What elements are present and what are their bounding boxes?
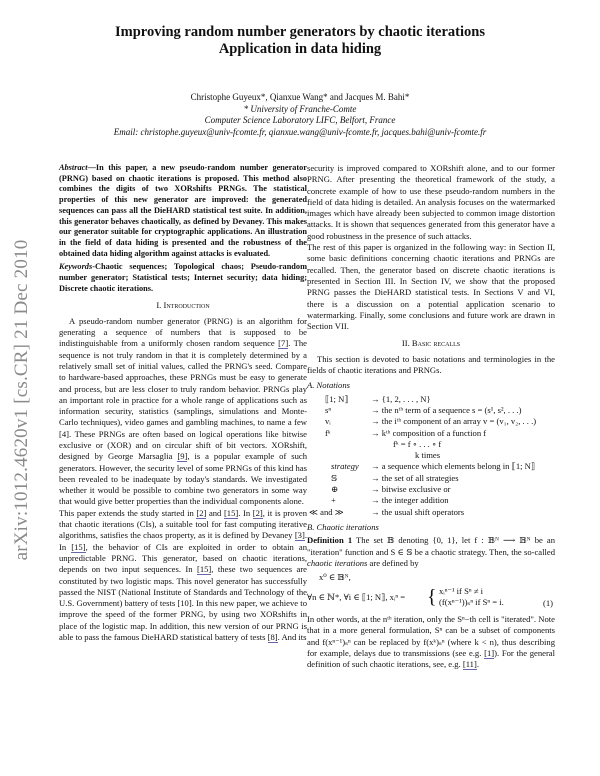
composition-formula: fᵏ = f ∘ . . . ∘ f [393,438,442,449]
equation-brace: { [427,586,437,609]
intro-text: , it is proven that chaotic iterations (CIs), a suitable tool for fast computing iterative algorithms, satisfies the chaos property, as it is defined by Devaney [59,507,307,541]
body-text: In other words, at the nᵗʰ iteration, only the Sⁿ−th cell is "iterated". Note that in a more general formulation, Sⁿ can be a subset of components and f(xⁿ⁻¹)ₛⁿ can be replaced by f(xᵏ)ₛⁿ (where k < n), thus describing for example, delays due to transmissions (see e.g. [307,614,555,658]
citation-1[interactable]: [1] [484,647,495,658]
citation-9[interactable]: [9] [177,451,188,462]
chaotic-iterations-explanation [307,614,555,670]
notation-description: → the set of all strategies [371,472,459,483]
title-line-2: Application in data hiding [218,41,382,57]
definition-text: are defined by [367,557,419,568]
subsection-b-heading: B. Chaotic iterations [307,521,379,532]
abstract-text: —In this paper, a new pseudo-random number generator (PRNG) based on chaotic iterations is proposed. This method also combines the digits of two XORshifts PRNGs. The statistical properties of this new generator are improved: the generated sequences can pass all the DieHARD statistical test suite. In addition, this generator behaves chaotically, as defined by Devaney. This makes our generator suitable for cryptographic applications. An illustration in the field of data hiding is presented and the robustness of the obtained data hiding algorithm against attacks is evaluated. [59,163,307,258]
abstract [59,163,307,259]
citation-15[interactable]: [15] [196,564,212,575]
email-line: Email: christophe.guyeux@univ-fcomte.fr, qianxue.wang@univ-fcomte.fr, jacques.bahi@univ-fcomte.fr [113,126,487,137]
notation-row [307,394,555,405]
notation-symbol: + [331,495,336,506]
body-text: ). For the general definition of such chaotic iterations, see, e.g. [307,647,556,670]
definition-text: The set 𝔹 denoting {0, 1}, let f : 𝔹ᴺ ⟶ 𝔹ᴺ be an "iteration" function and S ∈ 𝕊 be a chaotic strategy. Then, the so-called [307,535,555,557]
citation-8[interactable]: [8] [267,632,278,643]
citation-15[interactable]: [15] [71,541,86,552]
notation-description: → a sequence which elements belong in ⟦1; N⟧ [371,461,536,472]
notation-description: → the iᵗʰ component of an array v = (v₁, v₂, . . .) [371,416,537,427]
citation-7[interactable]: [7] [278,338,289,349]
equation-1 [307,586,555,610]
notation-symbol: sⁿ [325,404,332,415]
equation-case-2: (f(xⁿ⁻¹))ₛⁿ if Sⁿ = i. [439,597,504,608]
citation-3[interactable]: [3] [294,530,305,541]
equation-lhs: ∀n ∈ ℕ*, ∀i ∈ ⟦1; N⟧, xᵢⁿ = [307,592,406,603]
intro-text: . The sequence is not truly random in that it is completely determined by a relatively small set of initial values, called the PRNG's seed. Compare to hardware-based approaches, these PRNGs must be easy to generate and process, but are less closer to truly random behavior. PRNGs play an important role in practice for a whole range of applications such as information security, statistics (samplings, simulations and Monte-Carlo techniques), video games and gambling machines, to name a few [4]. These PRNGs are often based on logical operations like bitwise exclusive or (XOR) and on circular shift of bit vectors. XORshift, designed by George Marsaglia [59,338,307,462]
notation-symbol: vᵢ [325,416,331,427]
author-block [70,92,530,138]
affiliation-university: * University of Franche-Comte [243,103,357,114]
notation-description: → {1, 2, . . . , N} [371,393,431,404]
notation-row [307,484,555,495]
intro-paragraph-1 [59,316,307,508]
subsection-a-heading: A. Notations [307,380,350,391]
notation-description: → kᵗʰ composition of a function f [371,427,487,438]
intro-text: , the behavior of CIs are exploited in order to obtain an unpredictable PRNG. This generator, based on chaotic iterations, depends on two input sequences. In [59,541,307,575]
keywords [59,262,307,294]
citation-11[interactable]: [11] [462,659,477,670]
paper-title [70,24,530,58]
notation-row [307,495,555,506]
intro-paragraph-2 [59,508,307,644]
right-column [307,163,555,671]
notation-list [307,394,555,518]
definition-1 [307,535,555,569]
notation-row [307,416,555,427]
section-2-heading: II. Basic recalls [401,338,461,349]
abstract-label: Abstract [59,163,88,172]
intro-text: , these two sequences are constituted by two logistic maps. This novel generator has successfully passed the NIST (National Institute of Standards and Technology of the U.S. Government) battery of tests [10]. In this new paper, we achieve to improve the speed of the former PRNG, by using two XORshifts in place of the logistic map. In addition, this new version of our PRNG is able to pass the famous DieHARD statistical battery of tests [59,564,307,643]
keywords-text: -Chaotic sequences; Topological chaos; Pseudo-random number generator; Statistical tests; Internet security; data hiding; Discrete chaotic iterations. [59,262,307,293]
section-1-heading: I. Introduction [156,300,210,311]
equation-initial: x⁰ ∈ 𝔹ᴺ, [319,572,351,583]
notation-symbol: ≪ and ≫ [309,506,344,517]
notation-description: → the usual shift operators [371,506,465,517]
intro-text: , is a popular example of such generators. However, the security level of some PRNGs of this kind has been revealed to be inadequate by today's standards. We investigated whether it would be possible to combine two generators in some way that would give better properties than the individual components alone. [59,451,308,507]
intro-text: . In [238,507,253,518]
notation-row [307,461,555,472]
notation-symbol: fᵏ [325,427,331,438]
equation-case-1: xᵢⁿ⁻¹ if Sⁿ ≠ i [439,586,483,597]
notation-description: → bitwise exclusive or [371,484,451,495]
authors-line: Christophe Guyeux*, Qianxue Wang* and Jacques M. Bahi* [190,92,410,102]
intro-paragraph-4: The rest of this paper is organized in the following way: in Section II, some basic definitions concerning chaotic iterations and PRNGs are recalled. Then, the generator based on discrete chaotic iterations is presented in Section III. In Section IV, we show that the proposed PRNG passes the DieHARD statistical tests. In Sections V and VI, there is a discussion on a potential application scenario to watermarking. Finally, some conclusions and future work are drawn in Section VII. [307,242,555,332]
notation-symbol: strategy [331,461,359,472]
arxiv-identifier [10,190,34,610]
notation-row [307,405,555,416]
section-2-intro: This section is devoted to basic notations and terminologies in the fields of chaotic iterations and PRNGs. [307,353,555,376]
definition-label: Definition 1 [307,535,353,546]
k-times-label: k times [415,450,441,461]
body-text: . [476,659,479,670]
affiliation-lab: Computer Science Laboratory LIFC, Belfort, France [204,115,396,125]
arxiv-identifier-text: arXiv:1012.4620v1 [cs.CR] 21 Dec 2010 [11,239,32,561]
intro-text: . And its [277,632,307,643]
left-column [59,163,307,643]
intro-paragraph-3: security is improved compared to XORshift alone, and to our former PRNG. After presenting the theoretical framework of the study, a concrete example of how to use these pseudo-random numbers in the field of data hiding is detailed. An analysis focuses on the watermarked images which have already been subjected to common image distortion attacks. It is shown that sequences generated from this generator have a good robustness in the presence of such attacks. [307,163,555,241]
intro-text: . In [59,530,307,552]
intro-text: A pseudo-random number generator (PRNG) is an algorithm for generating a sequence of numbers that is supposed to be indistinguishable from a uniformly chosen random sequence [59,315,307,349]
composition-row [307,439,555,450]
equation-number: (1) [542,598,553,609]
notation-row [307,473,555,484]
notation-row [307,507,555,518]
intro-text: and [206,507,224,518]
citation-2[interactable]: [2] [196,507,207,518]
notation-description: → the integer addition [371,495,449,506]
notation-row [307,428,555,439]
notation-symbol: 𝕊 [331,472,338,483]
title-line-1: Improving random number generators by chaotic iterations [114,24,485,40]
keywords-label: Keywords [59,262,93,272]
citation-2[interactable]: [2] [252,507,263,518]
notation-symbol: ⊕ [331,484,339,495]
intro-text: This paper extends the study started in [59,507,197,518]
notation-description: → the nᵗʰ term of a sequence s = (s¹, s², . . .) [371,404,522,415]
definition-emphasis: chaotic iterations [307,557,368,568]
citation-15[interactable]: [15] [223,507,239,518]
notation-symbol: ⟦1; N⟧ [325,393,349,404]
